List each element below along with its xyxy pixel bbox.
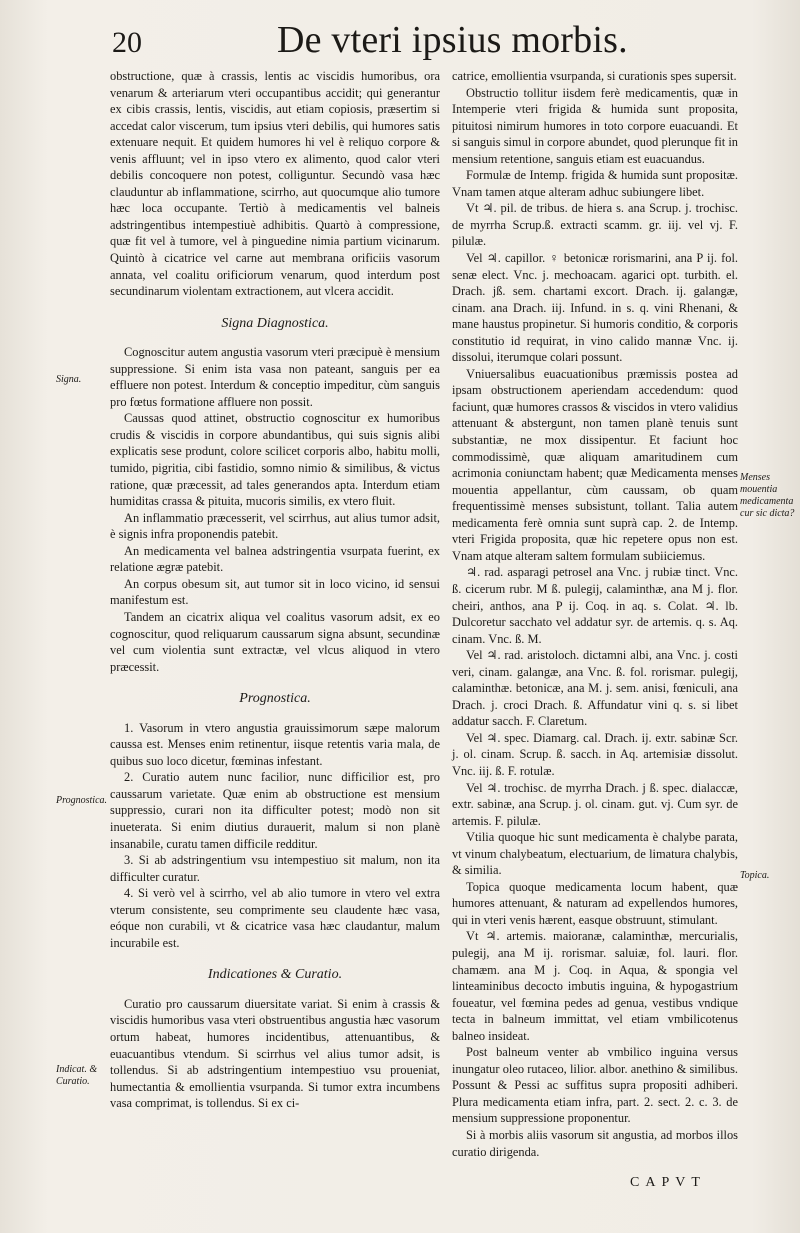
recipe: Vt ♃. pil. de tribus. de hiera s. ana Scrup. j. trochisc. de myrrha Scrup.ß. extracti scamm. gr. iij. vel vj. F. pilulæ. — [452, 201, 738, 249]
paragraph: Tandem an cicatrix aliqua vel coalitus vasorum adsit, ex eo cognoscitur, quod reliquarum caussarum signa absunt, secundinæ vel cum violentia sunt extractæ, vel vlcus aliquod in vtero præcessit. — [110, 609, 440, 674]
numbered-item: 3. Si ab adstringentium vsu intempestiuo sit malum, non ita difficulter curatur. — [110, 853, 440, 884]
recipe: Vel ♃. capillor. ♀ betonicæ rorismarini, ana P ij. fol. senæ elect. Vnc. j. mechoacam. agarici opt. turbith. el. Drach. jß. sem. chartami excort. Drach. ij. galangæ, cinam. ana Drach. iij. Infund. in s. q. vini Rhenani, & mane haustus propinetur. Si humoris conditio, & corporis constitutio id requirat, in vino calido mannæ Vnc. ij. dissolui, iterumque colari possunt. — [452, 251, 738, 365]
recipe: Vt ♃. artemis. maioranæ, calaminthæ, mercurialis, pulegij, ana M ij. rorismar. saluiæ, fol. lauri. flor. chamæm. ana M j. Coq. in Aqua, & spongia vel linteaminibus decocto imbutis inguina, & hypogastrium foueatur, vel fœmina pedes ad genua, vestibus vndique tecta in balneum immittat, vel etiam vmbilicotenus balneo insideat. — [452, 929, 738, 1043]
numbered-item: 2. Curatio autem nunc facilior, nunc difficilior est, pro caussarum varietate. Quæ enim ab obstructione est mensium suppressio, curari non ita difficulter potest; modò non sit inueterata. Si enim diutius durauerit, malum si non planè insanabile, curatu tamen difficile redditur. — [110, 770, 440, 851]
paragraph: Vniuersalibus euacuationibus præmissis postea ad ipsam obstructionem aperiendam accedendum: quod faciunt, quæ humores crassos & viscidos in vtero validius attenuant & abstergunt, non tamen planè tenuis sunt substantiæ, ne mox dissipentur. Et faciunt hoc commodissimè, quæ aliquam amaritudinem cum acrimonia coniunctam habent; quæ Medicamenta menses mouentia appellantur, cùm caussam, ob quam frequentissimè menses subsistunt, tollant. Talia autem medicamenta ferè omnia sunt suprà cap. 2. de Intemp. vteri Frigida proposita, quæ hic repetere opus non est. Vnam atque alteram saltem formulam subiiciemus. — [452, 366, 738, 563]
margin-note-signa: Signa. — [56, 374, 82, 385]
paragraph: catrice, emollientia vsurpanda, si curationis spes supersit. — [452, 69, 737, 83]
page-number: 20 — [112, 26, 142, 59]
margin-note-topica: Topica. — [740, 870, 770, 881]
paragraph: Si à morbis aliis vasorum sit angustia, ad morbos illos curatio dirigenda. — [452, 1128, 738, 1159]
recipe: Vel ♃. spec. Diamarg. cal. Drach. ij. extr. sabinæ Scr. j. ol. cinam. Scrup. ß. sacch. in Aq. artemisiæ dissolut. Vnc. iij. ß. F. rotulæ. — [452, 730, 738, 778]
margin-note-indicat-curatio: Indicat. & Curatio. — [56, 1064, 98, 1087]
paragraph: obstructione, quæ à crassis, lentis ac viscidis humoribus, ora venarum & arteriarum vteri occupantibus accidit; qui generantur ex cibis crassis, lentis, viscidis, aut etiam copiosis, præsertim si accedat calor viscerum, tum ipsius vteri debilis, qui humores satis extenuare nequit. Et quidem humores hi vel è reliquo corpore & venis affluunt; vel in ipso vtero ex alimento, quod calor vteri debilis concoquere non potest, colliguntur. Secundò vasa hæc clauduntur ab inflammatione, scirrho, aut quocumque alio tumore hæc loca occupante. Tertiò à medicamentis vel balneis adstringentibus intempestiuè adhibitis. Quartò à compressione, quæ fit vel à tumore, vel à pinguedine nimia partium vicinarum. Quintò à cicatrice vel carne aut membrana orificiis vasorum annata, vel coalitu orificiorum venarum, quod interdum post secundinarum violentam extractionem, aut vlcera accidit. — [110, 69, 440, 299]
section-heading-curatio: Indicationes & Curatio. — [207, 967, 343, 983]
section-heading-signa: Signa Diagnostica. — [221, 315, 329, 331]
paragraph: An corpus obesum sit, aut tumor sit in loco vicino, id sensui manifestum est. — [110, 576, 440, 608]
recipe: Vel ♃. rad. aristoloch. dictamni albi, ana Vnc. j. costi veri, cinam. galangæ, ana Vnc. ß. fol. rorismar. pulegij, calaminthæ. betonicæ, ana M. j. sem. anisi, fœniculi, ana Drach. j. croci Drach. ß. Affundatur vini q. s. si libet addatur sacch. F. Claretum. — [452, 648, 738, 729]
paragraph: Cognoscitur autem angustia vasorum vteri præcipuè è mensium suppressione. Si enim ista vasa non pateant, sanguis per ea effluere non potest. Interdum & conceptio impeditur, cùm sanguis pro fœtus formatione affluere non possit. — [110, 345, 440, 409]
numbered-item: 1. Vasorum in vtero angustia grauissimorum sæpe malorum caussa est. Menses enim retinentur, iisque retentis varia mala, de quibus suo loco dicetur, fœminas infestant. — [110, 720, 440, 768]
recipe: ♃. rad. asparagi petrosel ana Vnc. j rubiæ tinct. Vnc. ß. cicerum rubr. M ß. pulegij, calaminthæ, ana M j. flor. cheiri, anthos, ana P ij. Coq. in aq. s. Colat. ♃. lb. Dulcoretur sacchato vel addatur syr. de artemis. q. s. Aq. cinam. Vnc. ß. M. — [452, 565, 738, 646]
paragraph: Obstructio tollitur iisdem ferè medicamentis, quæ in Intemperie vteri frigida & humida sunt proposita, pituitosi nimirum humores in toto corpore euacuandi. Et si sanguis simul in corpore abundet, quod plerunque fit in mensium retentione, sanguis etiam est euacuandus. — [452, 85, 738, 166]
paragraph: An inflammatio præcesserit, vel scirrhus, aut alius tumor adsit, è signis infra proponendis patebit. — [110, 510, 440, 542]
page-header — [112, 18, 772, 74]
numbered-item: 4. Si verò vel à scirrho, vel ab alio tumore in vtero vel extra vterum consistente, seu comprimente seu claudente hæc vasa, eóque non curabili, vt & cicatrice vasa hæc claudantur, malum incurabile est. — [110, 886, 440, 950]
right-column — [452, 68, 738, 1160]
paragraph: Topica quoque medicamenta locum habent, quæ humores attenuant, & naturam ad expellendos humores, qui in vteri venis hærent, easque obstruunt, stimulant. — [452, 879, 738, 927]
left-column — [110, 68, 440, 1112]
paragraph: Curatio pro caussarum diuersitate variat. Si enim à crassis & viscidis humoribus vasa vteri obstruentibus angustia hæc vasorum ortum habeat, humores incidentibus, attenuantibus, & euacuantibus vtendum. Si scirrhus vel alius tumor adsit, is tollendus. Si ab adstringentium intempestiuo vsu proueniat, humectantia & emollientia vsurpanda. Si tumor extra incumbens vasa comprimat, is tollendus. Si ex ci- — [110, 996, 440, 1111]
paragraph: Vtilia quoque hic sunt medicamenta è chalybe parata, vt vinum chalybeatum, electuarium, de limatura chalybis, & similia. — [452, 830, 738, 878]
section-heading-prognostica: Prognostica. — [239, 691, 311, 707]
paragraph: Formulæ de Intemp. frigida & humida sunt propositæ. Vnam tamen atque alteram adhuc subiungere libet. — [452, 168, 738, 199]
paragraph: Caussas quod attinet, obstructio cognoscitur ex humoribus crudis & viscidis in corpore abundantibus, qui suis signis alibi explicatis sese produnt, colore scilicet corporis albo, habitu molli, tumido, pigritia, cibi fastidio, somno nimio & similibus, & victus ratione, quæ præcessit, ad tales generandos apta. Interdum etiam humiditas crassa & pituita, mucoris similis, ex vtero fluit. — [110, 411, 440, 509]
margin-note-menses: Menses mouentia medicamenta cur sic dicta? — [740, 472, 795, 519]
catchword: CAPVT — [630, 1175, 706, 1190]
paragraph: Post balneum venter ab vmbilico inguina versus inungatur oleo rutaceo, lilior. albor. anethino & similibus. Possunt & Pessi ac suffitus supra propositi adhiberi. Plura medicamenta etiam infra, part. 2. sect. 2. c. 3. de mensium suppressione proponentur. — [452, 1045, 738, 1126]
paragraph: An medicamenta vel balnea adstringentia vsurpata fuerint, ex relatione ægræ patebit. — [110, 543, 440, 575]
running-title: De vteri ipsius morbis. — [277, 19, 628, 61]
margin-note-prognostica: Prognostica. — [56, 795, 108, 806]
recipe: Vel ♃. trochisc. de myrrha Drach. j ß. spec. dialaccæ, extr. sabinæ, ana Scrup. j. ol. cinam. gut. vj. Cum syr. de artemis. F. pilulæ. — [452, 780, 738, 828]
